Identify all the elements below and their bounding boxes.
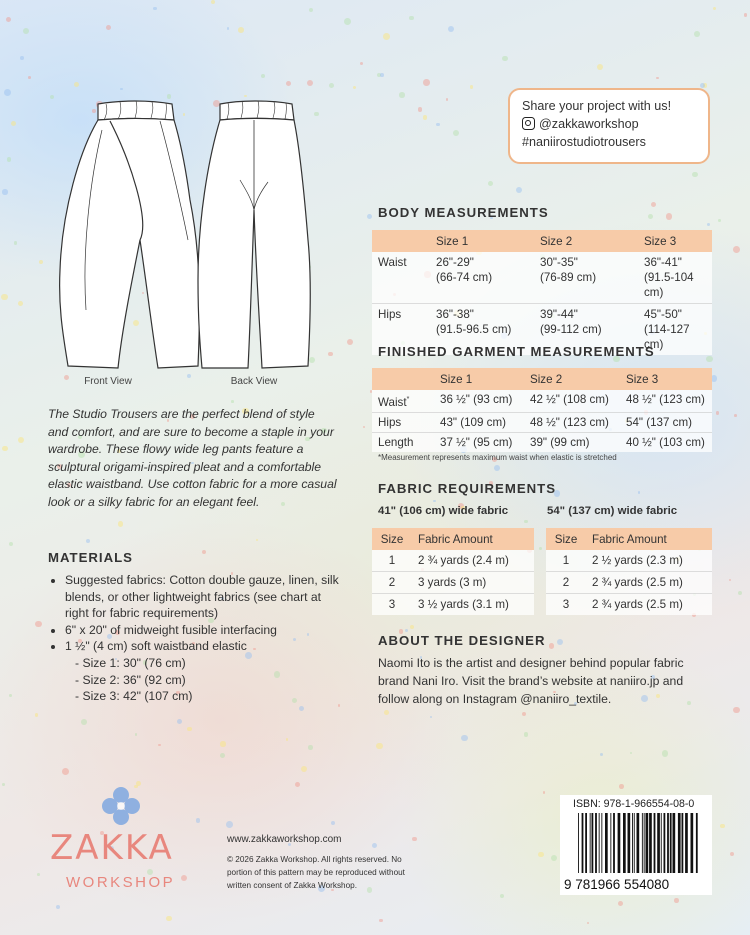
table-header: Size 3 <box>638 230 712 252</box>
materials-list <box>48 572 348 705</box>
table-cell: 48 ½" (123 cm) <box>620 390 712 412</box>
about-designer-text: Naomi Ito is the artist and designer behind popular fabric brand Nani Iro. Visit the brand’s website at naniiro.jp and follow along on Instagram @naniiro_textile. <box>378 656 684 706</box>
table-header <box>372 230 430 252</box>
table-header-row <box>546 528 712 550</box>
website-link[interactable]: www.zakkaworkshop.com <box>227 834 342 845</box>
table-row: 1 2 ½ yards (2.3 m) <box>546 550 712 572</box>
table-cell: 40 ½" (103 cm) <box>620 432 712 452</box>
flower-logo-icon <box>100 786 142 831</box>
table-cell: 45"-50" (114-127 cm) <box>638 304 712 356</box>
table-header-row <box>372 230 712 252</box>
fabric-requirements-heading: FABRIC REQUIREMENTS <box>378 481 556 496</box>
finished-measurements-heading: FINISHED GARMENT MEASUREMENTS <box>378 344 655 359</box>
table-row <box>372 432 712 452</box>
instagram-handle-row[interactable] <box>522 115 708 133</box>
table-cell: 36"-38" (91.5-96.5 cm) <box>430 304 534 356</box>
table-cell: 36 ½" (93 cm) <box>434 390 524 412</box>
table-row <box>372 412 712 432</box>
table-header: Size <box>546 528 586 550</box>
table-cell: 36"-41" (91.5-104 cm) <box>638 252 712 304</box>
table-row <box>372 252 712 304</box>
table-cell: 48 ½" (123 cm) <box>524 412 620 432</box>
table-row <box>372 390 712 412</box>
instagram-icon <box>522 117 535 130</box>
about-designer-heading: ABOUT THE DESIGNER <box>378 633 546 648</box>
table-row: 2 3 yards (3 m) <box>372 572 534 594</box>
front-view-label: Front View <box>84 376 132 387</box>
materials-item: • Suggested fabrics: Cotton double gauze, linen, silk blends, or other lightweight fabrics (see chart at right for fabric requirements) <box>65 572 348 622</box>
product-description: The Studio Trousers are the perfect blend of style and comfort, and are sure to become a staple in your wardrobe. These flowy wide leg pants feature a sculptural origami-inspired pleat and a comfortable elastic waistband. Use cotton fabric for a more casual look or a silky fabric for an elegant feel. <box>48 407 337 509</box>
barcode-icon <box>574 813 700 873</box>
table-cell: 26"-29" (66-74 cm) <box>430 252 534 304</box>
row-label: Waist* <box>372 390 434 412</box>
back-view-label: Back View <box>230 376 278 387</box>
fabric-table-41 <box>372 528 534 615</box>
row-label: Length <box>372 432 434 452</box>
row-label: Waist <box>372 252 430 304</box>
table-row: 3 2 ¾ yards (2.5 m) <box>546 594 712 616</box>
table-cell: 42 ½" (108 cm) <box>524 390 620 412</box>
row-label: Hips <box>372 412 434 432</box>
fabric-width-54-label: 54" (137 cm) wide fabric <box>547 505 678 517</box>
table-row: 2 2 ¾ yards (2.5 m) <box>546 572 712 594</box>
barcode-digits-text: 9 781966 554080 <box>564 877 670 892</box>
table-header: Fabric Amount <box>586 528 712 550</box>
table-header-row <box>372 528 534 550</box>
fabric-width-41-label: 41" (106 cm) wide fabric <box>378 505 509 517</box>
materials-heading: MATERIALS <box>48 550 133 565</box>
share-project-box <box>508 88 710 164</box>
garment-drawings <box>40 90 350 390</box>
body-measurements-table <box>372 230 712 355</box>
table-header: Size 3 <box>620 368 712 390</box>
share-text: Share your project with us! <box>522 99 672 113</box>
table-header: Fabric Amount <box>412 528 534 550</box>
table-header: Size 1 <box>434 368 524 390</box>
brand-logo-word: ZAKKA <box>50 828 174 868</box>
table-cell: 54" (137 cm) <box>620 412 712 432</box>
table-row: 1 2 ¾ yards (2.4 m) <box>372 550 534 572</box>
table-cell: 39" (99 cm) <box>524 432 620 452</box>
table-cell: 30"-35" (76-89 cm) <box>534 252 638 304</box>
elastic-size-2: - Size 2: 36" (92 cm) <box>75 672 186 687</box>
table-header: Size <box>372 528 412 550</box>
back-view-drawing <box>198 101 310 368</box>
table-header: Size 2 <box>534 230 638 252</box>
table-row: 3 3 ½ yards (3.1 m) <box>372 594 534 616</box>
front-view-drawing <box>60 101 200 368</box>
fabric-table-54 <box>546 528 712 615</box>
table-header: Size 1 <box>430 230 534 252</box>
share-hashtag: #naniirostudiotrousers <box>522 135 646 149</box>
table-header-row <box>372 368 712 390</box>
table-header: Size 2 <box>524 368 620 390</box>
materials-item-text: 1 ½" (4 cm) soft waistband elastic <box>65 639 247 654</box>
table-cell: 43" (109 cm) <box>434 412 524 432</box>
elastic-size-1: - Size 1: 30" (76 cm) <box>75 655 186 670</box>
table-header <box>372 368 434 390</box>
trousers-illustration <box>40 90 350 390</box>
elastic-size-3: - Size 3: 42" (107 cm) <box>75 689 193 704</box>
brand-logo-subword: WORKSHOP <box>66 874 176 891</box>
body-measurements-heading: BODY MEASUREMENTS <box>378 205 549 220</box>
copyright-notice: © 2026 Zakka Workshop. All rights reserved. No portion of this pattern may be reproduced without written consent of Zakka Workshop. <box>227 855 405 890</box>
materials-item: • 6" x 20" of midweight fusible interfacing <box>65 622 348 639</box>
table-cell: 37 ½" (95 cm) <box>434 432 524 452</box>
isbn-label: ISBN: 978-1-966554-08-0 <box>573 798 695 810</box>
waist-footnote: *Measurement represents maximum waist when elastic is stretched <box>378 453 617 462</box>
table-cell: 39"-44" (99-112 cm) <box>534 304 638 356</box>
finished-measurements-table <box>372 368 712 452</box>
instagram-handle[interactable]: @zakkaworkshop <box>539 117 639 131</box>
materials-item <box>65 638 348 704</box>
row-label: Hips <box>372 304 430 356</box>
